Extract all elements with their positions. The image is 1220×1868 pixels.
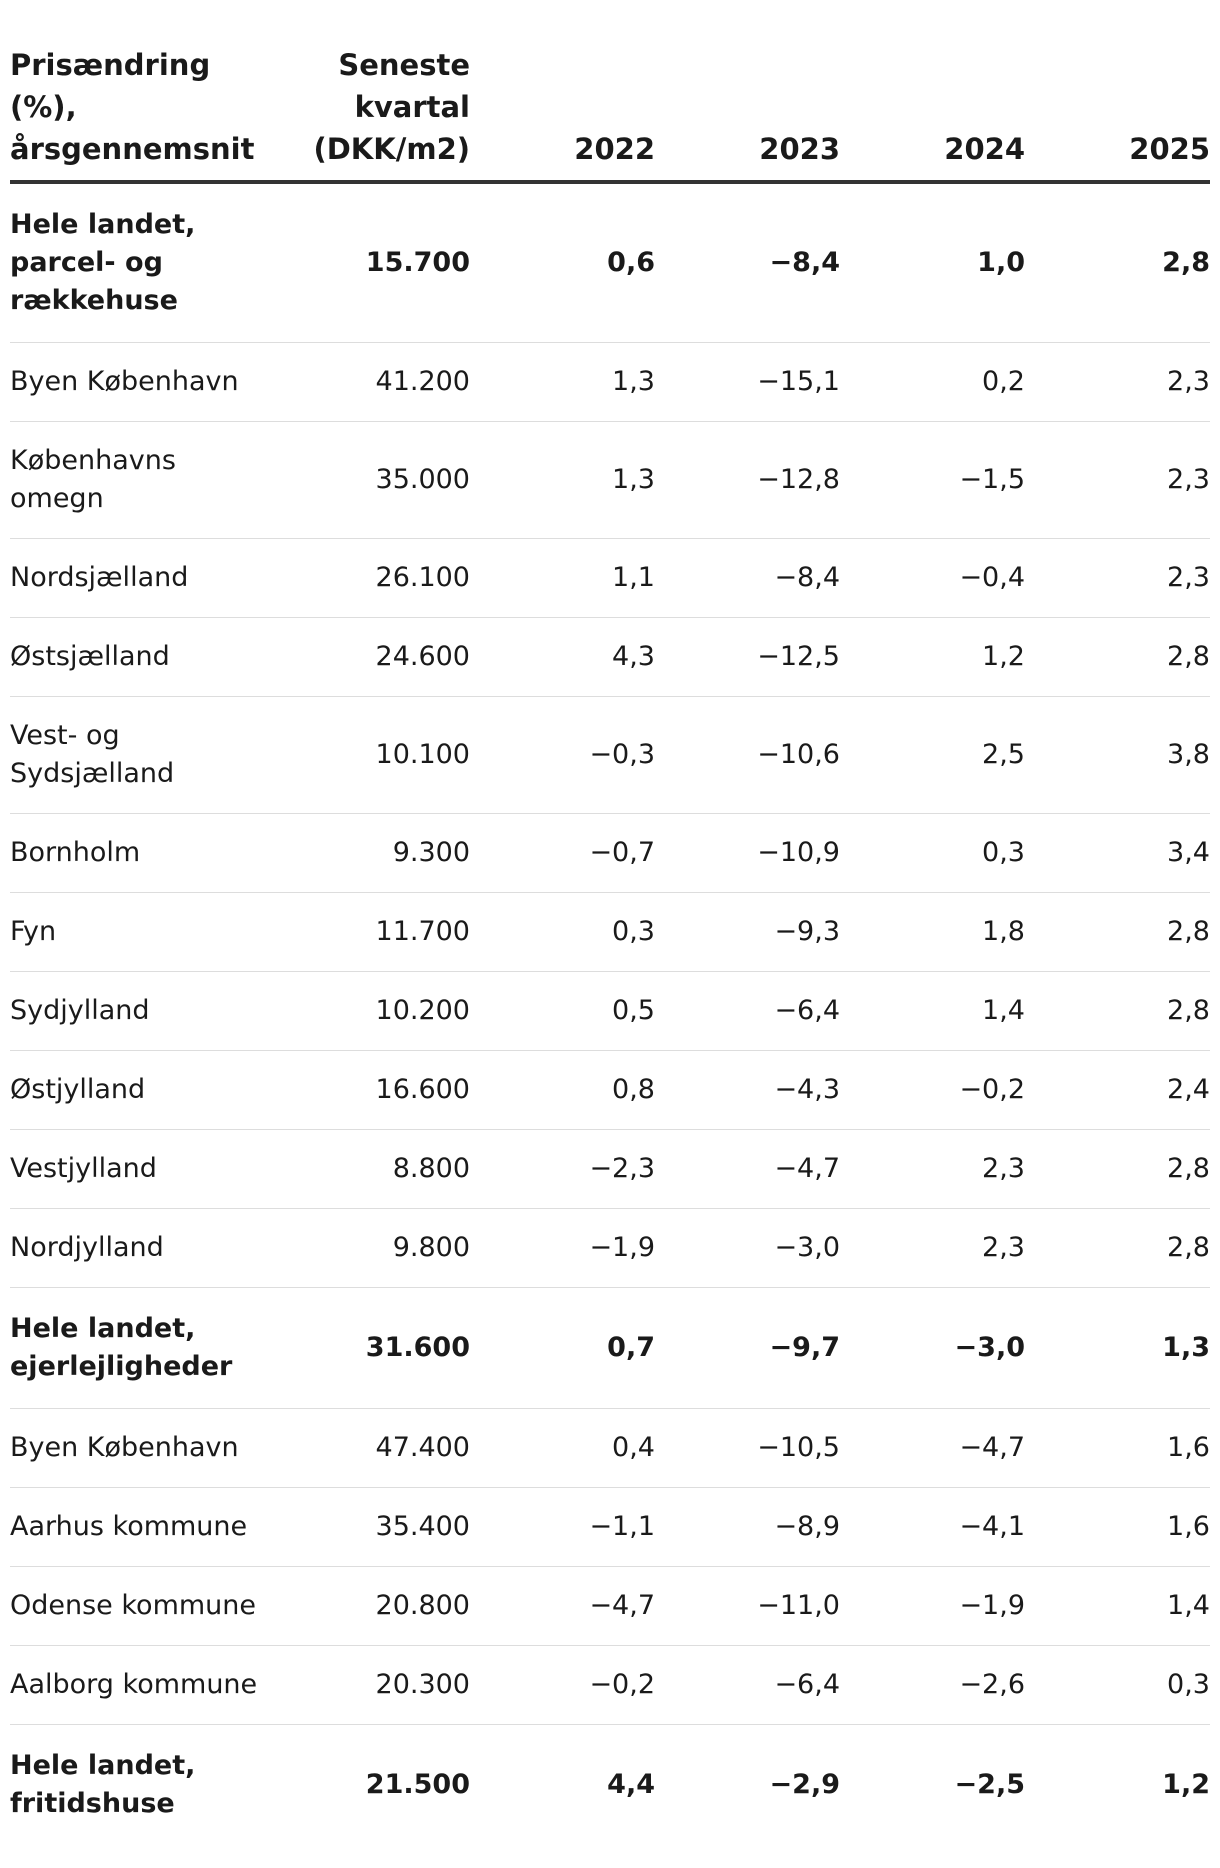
- cell-2023: −6,4: [655, 972, 840, 1051]
- table-row: [10, 1209, 1210, 1288]
- cell-2023: −12,8: [655, 422, 840, 539]
- cell-2025: 2,8: [1025, 972, 1210, 1051]
- cell-2024: −0,4: [840, 539, 1025, 618]
- cell-2025: 1,4: [1025, 1567, 1210, 1646]
- row-label: Vestjylland: [10, 1130, 270, 1209]
- cell-2024: 0,3: [840, 814, 1025, 893]
- price-table-container: [10, 44, 1210, 1845]
- cell-latest-quarter: 20.300: [270, 1646, 470, 1725]
- row-label: Vest- og Sydsjælland: [10, 697, 270, 814]
- table-row: [10, 1646, 1210, 1725]
- row-label: Nordjylland: [10, 1209, 270, 1288]
- cell-2024: −1,9: [840, 1567, 1025, 1646]
- row-label: Hele landet, ejerlejligheder: [10, 1288, 270, 1409]
- cell-2025: 2,8: [1025, 618, 1210, 697]
- table-row: [10, 697, 1210, 814]
- cell-2025: 2,8: [1025, 1130, 1210, 1209]
- cell-2023: −4,7: [655, 1130, 840, 1209]
- cell-2024: 0,2: [840, 343, 1025, 422]
- cell-latest-quarter: 8.800: [270, 1130, 470, 1209]
- table-row: [10, 1051, 1210, 1130]
- table-row: [10, 1488, 1210, 1567]
- row-label: Odense kommune: [10, 1567, 270, 1646]
- cell-2024: 1,4: [840, 972, 1025, 1051]
- cell-2024: −4,1: [840, 1488, 1025, 1567]
- cell-2023: −9,3: [655, 893, 840, 972]
- header-row: [10, 44, 1210, 182]
- row-label: Bornholm: [10, 814, 270, 893]
- cell-2025: 1,3: [1025, 1288, 1210, 1409]
- table-row: [10, 972, 1210, 1051]
- cell-2022: 4,4: [607, 1769, 655, 1800]
- cell-latest-quarter: 41.200: [270, 343, 470, 422]
- table-row: [10, 1567, 1210, 1646]
- table-row: [10, 422, 1210, 539]
- cell-2023: −8,4: [655, 539, 840, 618]
- cell-2022: 1,3: [470, 343, 655, 422]
- cell-2025: 2,3: [1025, 422, 1210, 539]
- table-row-total: [10, 1288, 1210, 1409]
- row-label: Sydjylland: [10, 972, 270, 1051]
- cell-2025: 2,3: [1025, 539, 1210, 618]
- cell-2025: 2,8: [1025, 182, 1210, 343]
- cell-2023: −3,0: [655, 1209, 840, 1288]
- cell-2022: 0,7: [470, 1288, 655, 1409]
- cell-latest-quarter: 24.600: [270, 618, 470, 697]
- cell-2023: −8,4: [655, 182, 840, 343]
- cell-2025: 1,6: [1025, 1488, 1210, 1567]
- cell-2023: −8,9: [655, 1488, 840, 1567]
- cell-latest-quarter: 15.700: [270, 182, 470, 343]
- cell-2024: 2,3: [840, 1130, 1025, 1209]
- row-label: Fyn: [10, 893, 270, 972]
- cell-latest-quarter: 9.800: [270, 1209, 470, 1288]
- cell-2023: −2,9: [769, 1769, 840, 1800]
- row-label: Byen København: [10, 1409, 270, 1488]
- cell-2024: −2,5: [954, 1769, 1025, 1800]
- header-latest-quarter: Seneste kvartal (DKK/m2): [270, 44, 470, 182]
- row-label: Nordsjælland: [10, 539, 270, 618]
- cell-2023: −10,9: [655, 814, 840, 893]
- cell-2023: −9,7: [655, 1288, 840, 1409]
- cell-2024: 1,0: [840, 182, 1025, 343]
- cell-2023: −11,0: [655, 1567, 840, 1646]
- row-label: Aarhus kommune: [10, 1488, 270, 1567]
- cell-2022: −2,3: [470, 1130, 655, 1209]
- cell-latest-quarter: 35.400: [270, 1488, 470, 1567]
- price-change-table: [10, 44, 1210, 1845]
- cell-2025: 2,4: [1025, 1051, 1210, 1130]
- cell-2022: 4,3: [470, 618, 655, 697]
- cell-2023: −10,5: [655, 1409, 840, 1488]
- cell-2022: 0,8: [470, 1051, 655, 1130]
- cell-2022: 0,4: [470, 1409, 655, 1488]
- cell-2024: −2,6: [840, 1646, 1025, 1725]
- row-label: Østsjælland: [10, 618, 270, 697]
- cell-latest-quarter: 10.200: [270, 972, 470, 1051]
- cell-2022: 1,3: [470, 422, 655, 539]
- cell-2023: −10,6: [655, 697, 840, 814]
- cell-2022: 0,5: [470, 972, 655, 1051]
- cell-2025: 2,8: [1025, 1209, 1210, 1288]
- row-label: Østjylland: [10, 1051, 270, 1130]
- cell-2022: 0,6: [470, 182, 655, 343]
- table-row: [10, 814, 1210, 893]
- cell-2023: −4,3: [655, 1051, 840, 1130]
- row-label: Københavns omegn: [10, 422, 270, 539]
- cell-2023: −12,5: [655, 618, 840, 697]
- cell-latest-quarter: 9.300: [270, 814, 470, 893]
- cell-2022: −0,7: [470, 814, 655, 893]
- cell-latest-quarter: 20.800: [270, 1567, 470, 1646]
- cell-2022: 0,3: [470, 893, 655, 972]
- cell-2023: −6,4: [655, 1646, 840, 1725]
- cell-2023: −15,1: [655, 343, 840, 422]
- table-row: [10, 893, 1210, 972]
- cell-latest-quarter: 11.700: [270, 893, 470, 972]
- cell-latest-quarter: 10.100: [270, 697, 470, 814]
- cell-2024: −4,7: [840, 1409, 1025, 1488]
- table-body: [10, 182, 1210, 1845]
- cell-2024: 2,3: [840, 1209, 1025, 1288]
- header-year-2022: 2022: [470, 44, 655, 182]
- table-row: [10, 618, 1210, 697]
- cell-2025: 2,8: [1025, 893, 1210, 972]
- cell-latest-quarter: 35.000: [270, 422, 470, 539]
- cell-2024: 1,2: [840, 618, 1025, 697]
- cell-2022: −0,2: [470, 1646, 655, 1725]
- header-year-2024: 2024: [840, 44, 1025, 182]
- header-year-2023: 2023: [655, 44, 840, 182]
- cell-latest-quarter: 47.400: [270, 1409, 470, 1488]
- row-label: Hele landet, fritidshuse: [10, 1750, 196, 1819]
- table-row: [10, 343, 1210, 422]
- cell-2022: −4,7: [470, 1567, 655, 1646]
- cell-latest-quarter: 21.500: [365, 1769, 470, 1800]
- cell-2024: −0,2: [840, 1051, 1025, 1130]
- row-label: Byen København: [10, 343, 270, 422]
- cell-2025: 1,6: [1025, 1409, 1210, 1488]
- cell-latest-quarter: 26.100: [270, 539, 470, 618]
- cell-2025: 3,8: [1025, 697, 1210, 814]
- table-row-total: [10, 1725, 1210, 1846]
- row-label: Aalborg kommune: [10, 1646, 270, 1725]
- cell-2022: 1,1: [470, 539, 655, 618]
- cell-2025: 2,3: [1025, 343, 1210, 422]
- cell-2022: −0,3: [470, 697, 655, 814]
- cell-latest-quarter: 31.600: [270, 1288, 470, 1409]
- cell-latest-quarter: 16.600: [270, 1051, 470, 1130]
- cell-2025: 1,2: [1162, 1769, 1210, 1800]
- table-row: [10, 539, 1210, 618]
- header-region: Prisændring (%), årsgennemsnit: [10, 44, 270, 182]
- cell-2025: 0,3: [1025, 1646, 1210, 1725]
- table-row: [10, 1409, 1210, 1488]
- cell-2024: 1,8: [840, 893, 1025, 972]
- table-row-total: [10, 182, 1210, 343]
- header-year-2025: 2025: [1025, 44, 1210, 182]
- cell-2022: −1,9: [470, 1209, 655, 1288]
- cell-2025: 3,4: [1025, 814, 1210, 893]
- cell-2024: −3,0: [840, 1288, 1025, 1409]
- cell-2022: −1,1: [470, 1488, 655, 1567]
- cell-2024: 2,5: [840, 697, 1025, 814]
- row-label: Hele landet, parcel- og rækkehuse: [10, 182, 270, 343]
- cell-2024: −1,5: [840, 422, 1025, 539]
- table-row: [10, 1130, 1210, 1209]
- table-header: [10, 44, 1210, 182]
